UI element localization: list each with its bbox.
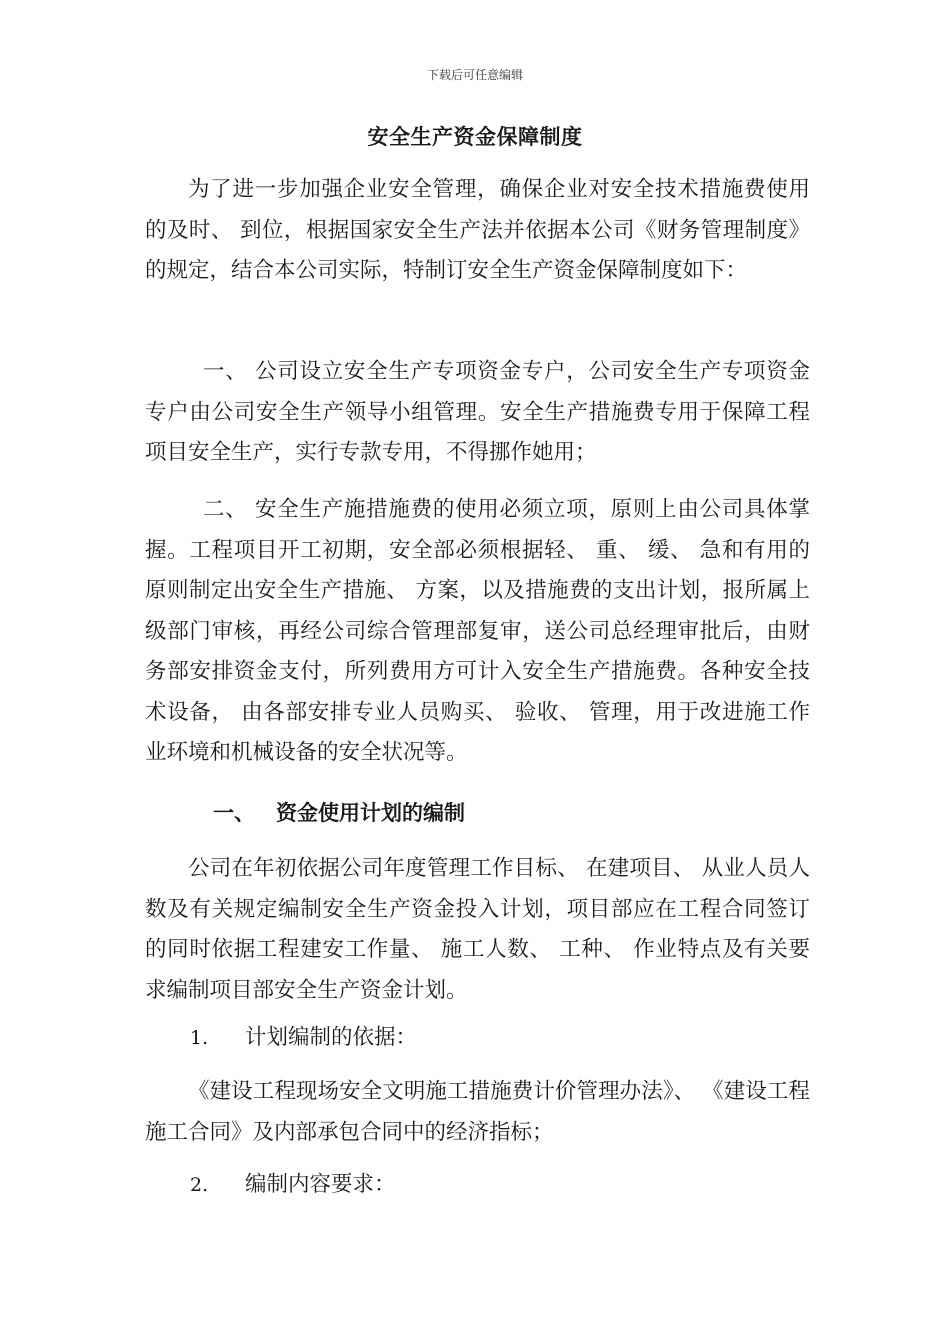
list-label: 编制内容要求： <box>245 1172 396 1197</box>
list-item-content <box>190 1165 396 1205</box>
header-note: 下载后可任意编辑 <box>426 68 523 82</box>
document-title: 安全生产资金保障制度 <box>367 125 583 149</box>
section-label: 资金使用计划的编制 <box>276 801 465 825</box>
section-heading <box>213 793 465 833</box>
basis-detail-paragraph: 《建设工程现场安全文明施工措施费计价管理办法》、 《建设工程施工合同》及内部承包合同中的经济指标； <box>145 1079 810 1145</box>
section-number: 一、 <box>213 801 255 825</box>
list-label: 计划编制的依据： <box>245 1025 418 1050</box>
intro-paragraph: 为了进一步加强企业安全管理，确保企业对安全技术措施费使用的及时、 到位，根据国家安全生产法并依据本公司《财务管理制度》的规定，结合本公司实际，特制订安全生产资金保障制度如下： <box>145 177 810 283</box>
clause-2-paragraph: 二、 安全生产施措施费的使用必须立项，原则上由公司具体掌握。工程项目开工初期，安全部必须根据轻、 重、 缓、 急和有用的原则制定出安全生产措施、 方案，以及措施费的支出计划，报所属上级部门审核，再经公司综合管理部复审，送公司总经理审批后，由财务部安排资金支付，所列费用方可计入安全生产措施费。各种安全技术设备， 由各部安排专业人员购买、 验收、 管理，用于改进施工作业环境和机械设备的安全状况等。 <box>145 497 810 765</box>
list-item-basis <box>190 1018 417 1058</box>
list-number: 1. <box>190 1027 209 1049</box>
clause-1-paragraph: 一、 公司设立安全生产专项资金专户，公司安全生产专项资金专户由公司安全生产领导小组管理。安全生产措施费专用于保障工程项目安全生产，实行专款专用，不得挪作她用； <box>145 359 810 465</box>
plan-paragraph: 公司在年初依据公司年度管理工作目标、 在建项目、 从业人员人数及有关规定编制安全生产资金投入计划，项目部应在工程合同签订的同时依据工程建安工作量、 施工人数、 工种、 作业特点及有关要求编制项目部安全生产资金计划。 <box>145 856 810 1003</box>
list-number: 2. <box>190 1174 209 1196</box>
